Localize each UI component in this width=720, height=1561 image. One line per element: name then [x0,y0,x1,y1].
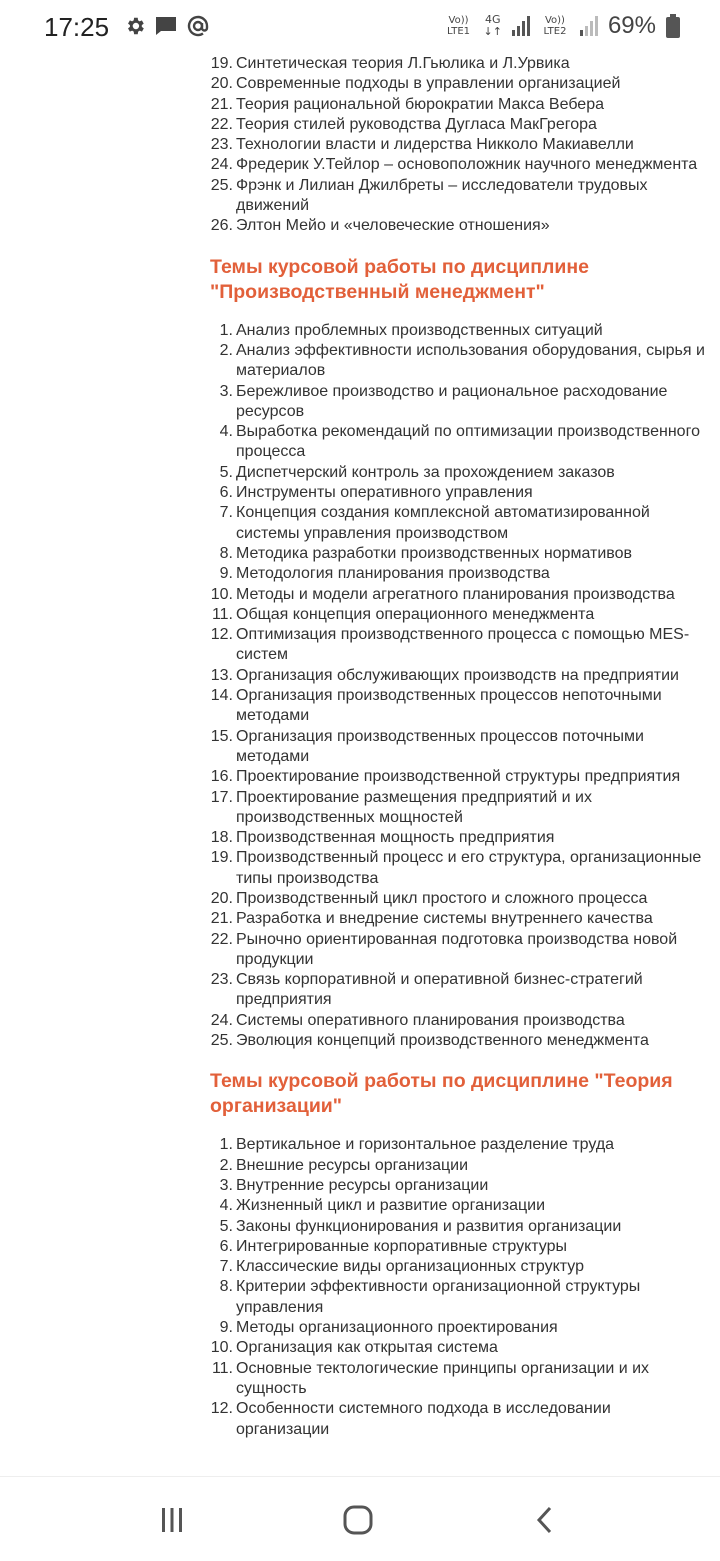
recents-button[interactable] [152,1503,192,1537]
list-item: 3. Внутренние ресурсы организации [219,1176,489,1194]
list-item: 22. Теория стилей руководства Дугласа МакГрегора [210,115,597,133]
list-item: 5. Диспетчерский контроль за прохождением заказов [219,463,615,481]
list-item: 1. Вертикальное и горизонтальное разделение труда [219,1136,615,1154]
section-title-production: Темы курсовой работы по дисциплине "Производственный менеджмент" [210,255,590,303]
list-item: 20. Современные подходы в управлении организацией [210,75,621,93]
gear-icon [124,15,146,37]
list-item: 23. Технологии власти и лидерства Никколо Макиавелли [210,136,634,154]
status-right [444,12,680,40]
network-4g: 4G ↓↑ [483,13,502,38]
list-production [0,321,720,1052]
list-item: 23. Связь корпоративной и оперативной бизнес-стратегий предприятия [210,971,643,1009]
list-item: 10. Методы и модели агрегатного планирования производства [210,585,675,603]
list-item: 12. Особенности системного подхода в исследовании организации [210,1400,611,1438]
list-item: 7. Концепция создания комплексной автоматизированной системы управления производством [219,504,650,542]
status-bar [0,0,720,54]
list-item: 8. Критерии эффективности организационной структуры управления [219,1278,641,1316]
list-item: 26. Элтон Мейо и «человеческие отношения» [210,217,550,235]
list-org-theory [0,1135,720,1439]
list-top [0,54,720,237]
list-item: 4. Жизненный цикл и развитие организации [219,1197,546,1215]
list-item: 9. Методы организационного проектирования [219,1319,558,1337]
article-content[interactable] [0,54,720,1474]
list-item: 11. Основные тектологические принципы организации и их сущность [211,1359,650,1397]
list-item: 22. Рыночно ориентированная подготовка производства новой продукции [210,930,678,968]
list-item: 11. Общая концепция операционного менеджмента [211,605,595,623]
signal-icon-1 [512,16,530,36]
list-item: 19. Синтетическая теория Л.Гьюлика и Л.Урвика [210,55,570,72]
back-button[interactable] [526,1503,566,1537]
list-item: 2. Внешние ресурсы организации [219,1156,469,1174]
list-item: 5. Законы функционирования и развития организации [219,1217,622,1235]
list-item: 8. Методика разработки производственных нормативов [219,544,632,562]
list-item: 18. Производственная мощность предприятия [210,829,555,847]
list-item: 25. Фрэнк и Лилиан Джилбреты – исследователи трудовых движений [210,176,648,215]
list-item: 25. Эволюция концепций производственного менеджмента [210,1032,649,1050]
list-item: 24. Системы оперативного планирования производства [210,1011,625,1029]
home-button[interactable] [338,1503,378,1537]
signal-icon-2 [580,16,598,36]
network-indicator-1: Vo)) LTE1 [447,15,470,37]
list-item: 19. Производственный процесс и его структура, организационные типы производства [210,849,702,887]
list-item: 12. Оптимизация производственного процесса с помощью MES-систем [210,626,690,664]
battery-icon [666,14,680,38]
list-item: 6. Инструменты оперативного управления [219,484,533,502]
at-icon [186,14,210,38]
status-icons [124,14,210,38]
navigation-bar [0,1476,720,1561]
section-title-org-theory: Темы курсовой работы по дисциплине "Теория организации" [210,1070,673,1118]
list-item: 4. Выработка рекомендаций по оптимизации производственного процесса [219,423,700,461]
list-item: 1. Анализ проблемных производственных ситуаций [219,321,603,339]
recents-icon [157,1505,187,1535]
list-item: 24. Фредерик У.Тейлор – основоположник научного менеджмента [210,156,698,174]
list-item: 13. Организация обслуживающих производств на предприятии [210,666,679,684]
message-icon [154,15,178,37]
list-item: 21. Теория рациональной бюрократии Макса Вебера [210,95,604,113]
list-item: 6. Интегрированные корпоративные структуры [219,1237,567,1255]
status-time: 17:25 [44,12,110,42]
list-item: 10. Организация как открытая система [210,1339,498,1357]
list-item: 15. Организация производственных процессов поточными методами [210,727,644,765]
list-item: 3. Бережливое производство и рациональное расходование ресурсов [219,382,668,420]
list-item: 17. Проектирование размещения предприятий и их производственных мощностей [210,788,592,826]
list-item: 2. Анализ эффективности использования оборудования, сырья и материалов [219,341,705,380]
home-icon [341,1503,375,1537]
back-icon [531,1505,561,1535]
list-item: 20. Производственный цикл простого и сложного процесса [210,889,648,907]
network-indicator-2: Vo)) LTE2 [543,15,567,37]
list-item: 7. Классические виды организационных структур [219,1258,584,1276]
list-item: 14. Организация производственных процессов непоточными методами [210,687,662,725]
list-item: 16. Проектирование производственной структуры предприятия [210,768,681,786]
list-item: 21. Разработка и внедрение системы внутреннего качества [210,910,653,928]
list-item: 9. Методология планирования производства [219,565,550,583]
battery-percent: 69% [607,12,656,39]
